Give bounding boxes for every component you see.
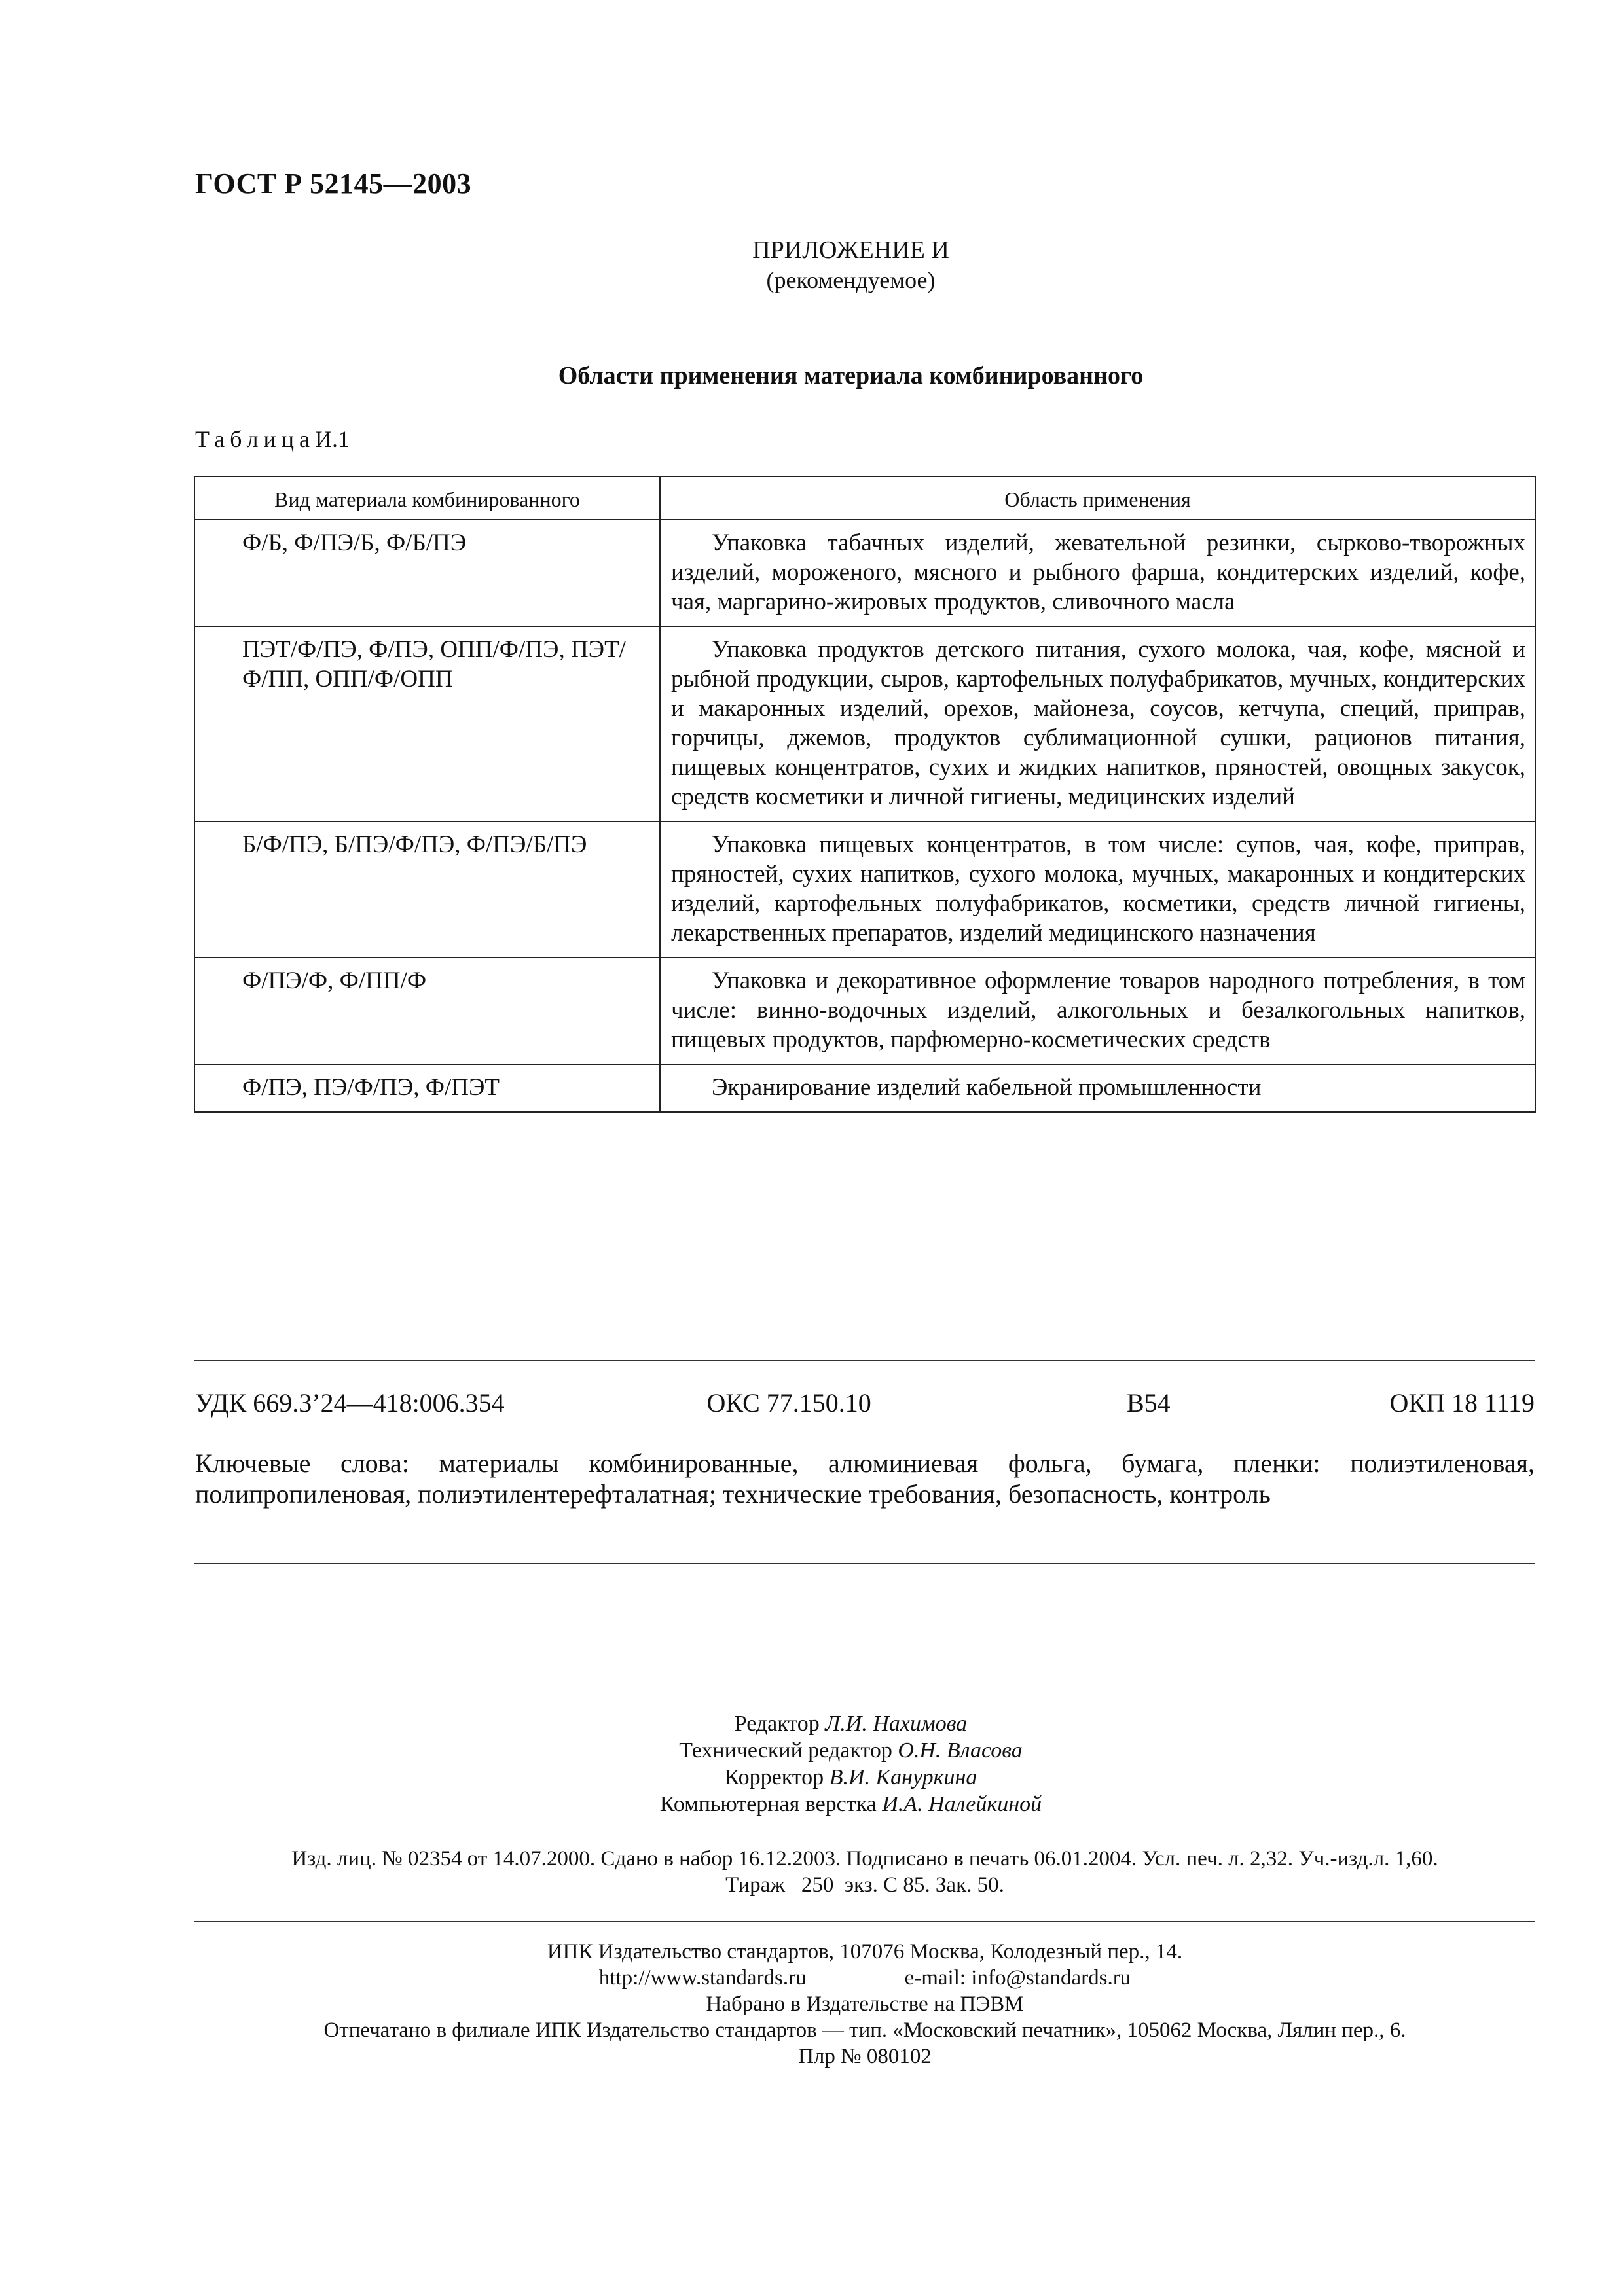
publisher-website[interactable]: http://www.standards.ru: [598, 1966, 807, 1990]
application-cell: Упаковка и декоративное оформление товаров народного потребления, в том числе: винно-водочных изделий, алкогольных и безалкогольных напитков, пищевых продуктов, парфюмерно-косметических средств: [660, 958, 1535, 1064]
keywords: Ключевые слова: материалы комбинированные, алюминиевая фольга, бумага, пленки: полиэтиленовая, полипропиленовая, полиэтилентерефталатная; технические требования, безопасность, контроль: [195, 1448, 1535, 1509]
publisher-email[interactable]: e-mail: info@standards.ru: [904, 1966, 1131, 1990]
table-label-number: И.1: [314, 426, 350, 452]
table-label: [195, 425, 350, 453]
print-info-line: Тираж 250 экз. С 85. Зак. 50.: [725, 1873, 1004, 1897]
publisher-plr: Плр № 080102: [798, 2045, 932, 2068]
application-cell: Упаковка продуктов детского питания, сухого молока, чая, кофе, мясной и рыбной продукции, сыров, картофельных полуфабрикатов, мучных, кондитерских и макаронных изделий, орехов, майонеза, соусов, кетчупа, специй, приправ, горчицы, джемов, продуктов сублимационной сушки, рационов питания, пищевых концентратов, сухих и жидких напитков, пряностей, овощных закусок, средств косметики и личной гигиены, медицинских изделий: [660, 626, 1535, 821]
table-row: [194, 520, 1535, 626]
credit-name: Л.И. Нахимова: [825, 1712, 968, 1736]
table-label-word: Таблица: [195, 426, 315, 452]
material-cell: ПЭТ/Ф/ПЭ, Ф/ПЭ, ОПП/Ф/ПЭ, ПЭТ/Ф/ПП, ОПП/Ф/ОПП: [194, 626, 660, 821]
material-cell: Ф/Б, Ф/ПЭ/Б, Ф/Б/ПЭ: [194, 520, 660, 626]
material-cell: Б/Ф/ПЭ, Б/ПЭ/Ф/ПЭ, Ф/ПЭ/Б/ПЭ: [194, 821, 660, 958]
print-info-line: Изд. лиц. № 02354 от 14.07.2000. Сдано в набор 16.12.2003. Подписано в печать 06.01.2004. Усл. печ. л. 2,32. Уч.-изд.л. 1,60.: [291, 1847, 1438, 1871]
material-cell: Ф/ПЭ, ПЭ/Ф/ПЭ, Ф/ПЭТ: [194, 1064, 660, 1112]
document-code: ГОСТ Р 52145—2003: [195, 168, 472, 200]
print-info: [195, 1846, 1535, 1898]
publisher-info: [195, 1939, 1535, 2070]
material-cell: Ф/ПЭ/Ф, Ф/ПП/Ф: [194, 958, 660, 1064]
application-cell: Упаковка табачных изделий, жевательной резинки, сырково-творожных изделий, мороженого, мясного и рыбного фарша, кондитерских изделий, кофе, чая, маргарино-жировых продуктов, сливочного масла: [660, 520, 1535, 626]
application-cell: Упаковка пищевых концентратов, в том числе: супов, чая, кофе, приправ, пряностей, сухих напитков, сухого молока, мучных, макаронных и кондитерских изделий, картофельных полуфабрикатов, косметики, средств личной гигиены, лекарственных препаратов, изделий медицинского назначения: [660, 821, 1535, 958]
table-row: [194, 958, 1535, 1064]
okp-code: ОКП 18 1119: [1389, 1388, 1535, 1418]
table-header-row: [194, 476, 1535, 520]
group-code: В54: [1127, 1388, 1171, 1418]
header-material: Вид материала комбинированного: [194, 476, 660, 520]
credit-name: В.И. Кануркина: [829, 1765, 977, 1789]
publisher-address: ИПК Издательство стандартов, 107076 Москва, Колодезный пер., 14.: [547, 1940, 1183, 1964]
credit-line: [79, 1791, 1623, 1818]
table-row: [194, 1064, 1535, 1112]
credit-role: Корректор: [724, 1765, 824, 1789]
divider-middle: [194, 1563, 1535, 1564]
applications-table: [194, 476, 1536, 1113]
credit-role: Технический редактор: [679, 1738, 892, 1763]
publisher-typeset: Набрано в Издательстве на ПЭВМ: [706, 1992, 1024, 2016]
appendix-subtitle: (рекомендуемое): [766, 267, 936, 293]
credit-line: [79, 1737, 1623, 1764]
divider-top: [194, 1360, 1535, 1361]
table-row: [194, 626, 1535, 821]
oks-code: ОКС 77.150.10: [706, 1388, 871, 1418]
credit-name: И.А. Налейкиной: [882, 1792, 1042, 1816]
publisher-contacts: [195, 1965, 1535, 1991]
credit-role: Редактор: [734, 1712, 820, 1736]
application-cell: Экранирование изделий кабельной промышленности: [660, 1064, 1535, 1112]
appendix-title: ПРИЛОЖЕНИЕ И: [752, 236, 949, 264]
credit-name: О.Н. Власова: [898, 1738, 1023, 1763]
section-title: Области применения материала комбинированного: [558, 362, 1144, 389]
udk-code: УДК 669.3’24—418:006.354: [195, 1388, 505, 1418]
credit-line: [79, 1764, 1623, 1791]
classification-row: [195, 1388, 1535, 1418]
table-row: [194, 821, 1535, 958]
credits: [0, 1710, 1623, 1818]
publisher-printed: Отпечатано в филиале ИПК Издательство стандартов — тип. «Московский печатник», 105062 Москва, Лялин пер., 6.: [323, 2018, 1406, 2042]
divider-bottom: [194, 1921, 1535, 1922]
credit-role: Компьютерная верстка: [659, 1792, 877, 1816]
header-application: Область применения: [660, 476, 1535, 520]
credit-line: [79, 1710, 1623, 1737]
